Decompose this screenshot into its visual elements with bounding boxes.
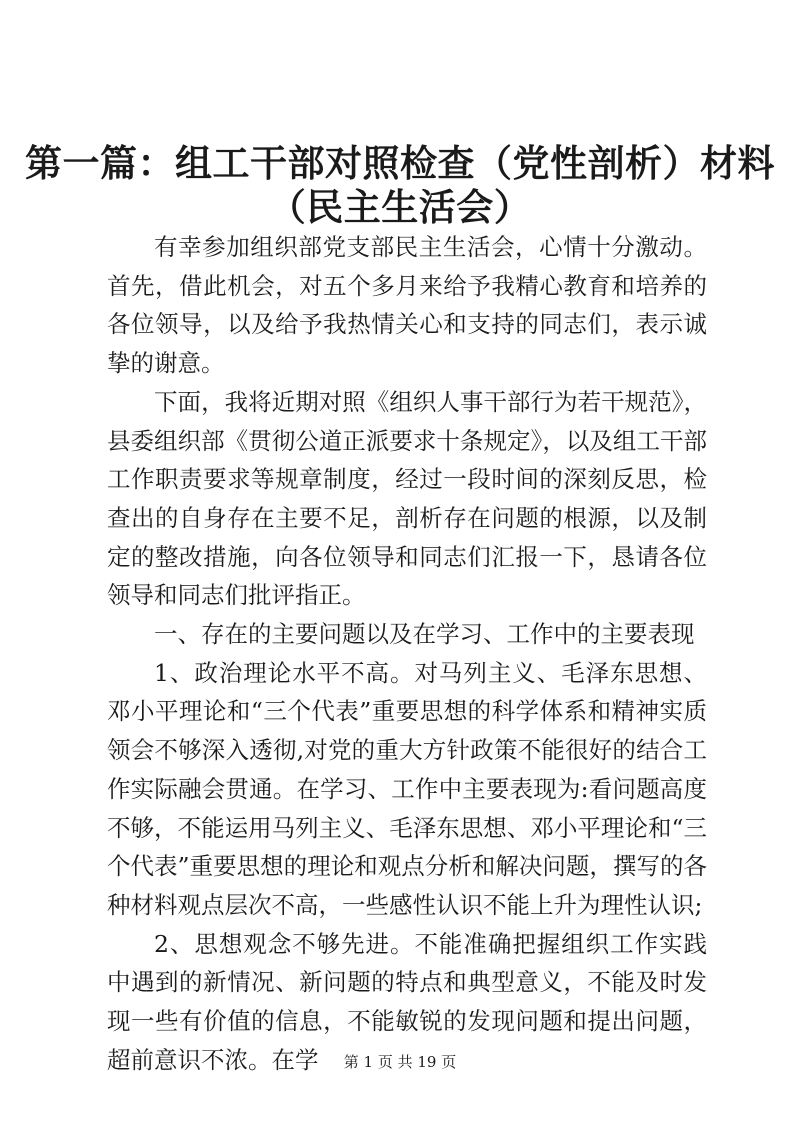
paragraph-intro: 有幸参加组织部党支部民主生活会，心情十分激动。首先，借此机会，对五个多月来给予我精心教育和培养的各位领导，以及给予我热情关心和支持的同志们，表示诚挚的谢意。 [107,233,707,378]
document-title-line2: （民主生活会） [268,185,532,229]
document-body [107,228,707,1079]
paragraph-overview: 下面，我将近期对照《组织人事干部行为若干规范》，县委组织部《贯彻公道正派要求十条规定》，以及组工干部工作职责要求等规章制度，经过一段时间的深刻反思，检查出的自身存在主要不足，剖析存在问题的根源，以及制定的整改措施，向各位领导和同志们汇报一下，恳请各位领导和同志们批评指正。 [107,387,707,610]
document-title-line1: 第一篇：组工干部对照检查（党性剖析）材料 [25,141,775,185]
section-heading-1: 一、存在的主要问题以及在学习、工作中的主要表现 [154,620,695,649]
paragraph-item-1: 1、政治理论水平不高。对马列主义、毛泽东思想、邓小平理论和“三个代表”重要思想的科学体系和精神实质领会不够深入透彻,对党的重大方针政策不能很好的结合工作实际融会贯通。在学习、工作中主要表现为:看问题高度不够，不能运用马列主义、毛泽东思想、邓小平理论和“三个代表”重要思想的理论和观点分析和解决问题，撰写的各种材料观点层次不高，一些感性认识不能上升为理性认识; [107,658,707,919]
paragraph-item-2: 2、思想观念不够先进。不能准确把握组织工作实践中遇到的新情况、新问题的特点和典型意义，不能及时发现一些有价值的信息，不能敏锐的发现问题和提出问题，超前意识不浓。在学 [107,929,707,1074]
page-footer: 第 1 页 共 19 页 [343,1053,457,1071]
